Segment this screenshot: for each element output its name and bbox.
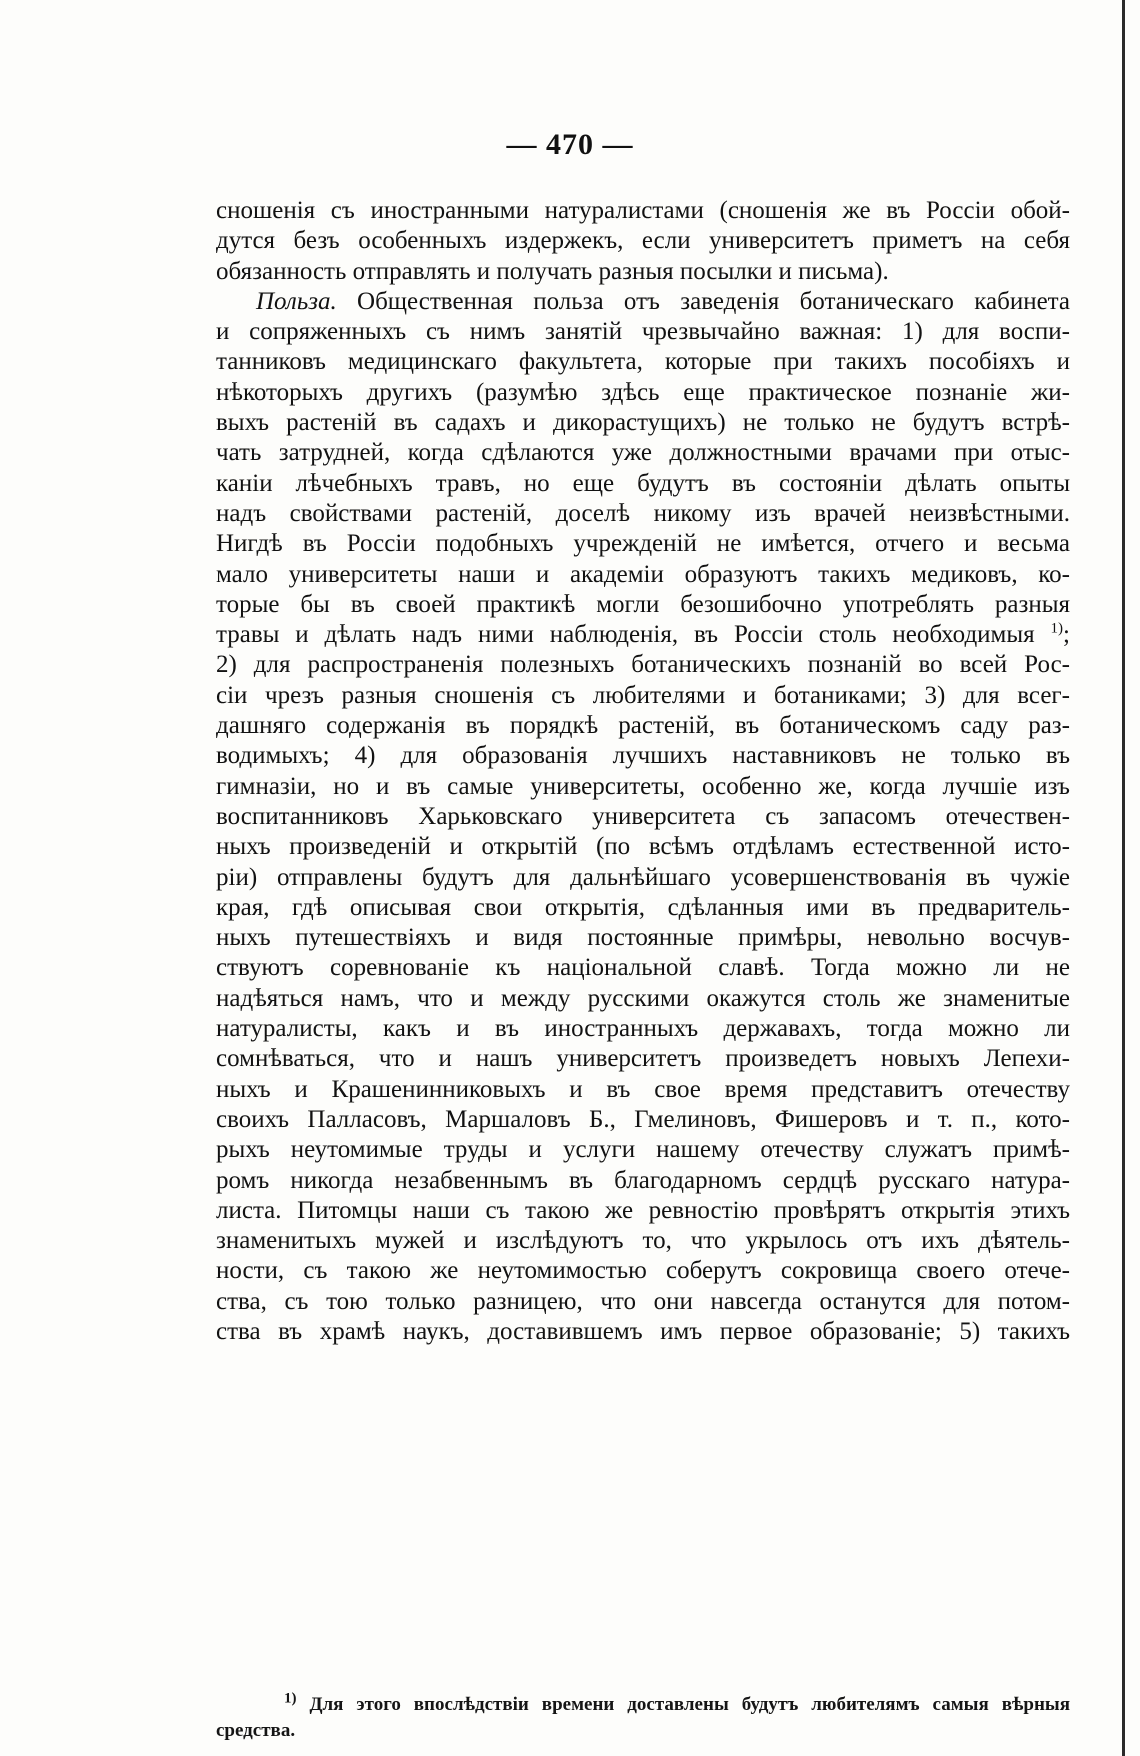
text-line: листа. Питомцы наши съ такою же ревностію провѣрятъ открытія этихъ	[216, 1196, 1070, 1224]
text-line: сношенія съ иностранными натуралистами (сношенія же въ Россіи обой-	[216, 197, 1070, 224]
footnote-line-end: средства.	[216, 1720, 296, 1741]
text-line: надъ свойствами растеній, доселѣ никому изъ врачей неизвѣстными.	[216, 499, 1070, 527]
page-edge-line	[1122, 0, 1125, 1756]
page-number: — 470 —	[506, 128, 634, 161]
text-line: своихъ Палласовъ, Маршаловъ Б., Гмелиновъ, Фишеровъ и т. п., кото-	[216, 1105, 1070, 1133]
text-line: ріи) отправлены будутъ для дальнѣйшаго усовершенствованія въ чужіе	[216, 863, 1070, 891]
text-line: ныхъ произведеній и открытій (по всѣмъ отдѣламъ естественной исто-	[216, 833, 1070, 861]
footnote-reference: 1)	[1050, 620, 1064, 637]
text-line: гимназіи, но и въ самые университеты, особенно же, когда лучшіе изъ	[216, 772, 1070, 800]
text-line-with-footnote: травы и дѣлать надъ ними наблюденія, въ Россіи столь необходимыя $^{1)}$;	[216, 620, 1070, 649]
text-line: ства, съ тою только разницею, что они навсегда останутся для потом-	[216, 1287, 1070, 1315]
text-line-heading	[216, 287, 1070, 317]
text-line: дашняго содержанія въ порядкѣ растеній, въ ботаническомъ саду раз-	[216, 712, 1070, 740]
text-line: края, гдѣ описывая свои открытія, сдѣланныя ими въ предваритель-	[216, 893, 1070, 921]
footnote-marker: 1)	[284, 1690, 297, 1707]
text-line: ромъ никогда незабвеннымъ въ благодарномъ сердцѣ русскаго натура-	[216, 1166, 1070, 1194]
text-line: обязанность отправлять и получать разныя посылки и письма).	[216, 257, 889, 285]
text-line: натуралисты, какъ и въ иностранныхъ державахъ, тогда можно ли	[216, 1015, 1070, 1043]
text-line: танниковъ медицинскаго факультета, которые при такихъ пособіяхъ и	[216, 348, 1070, 376]
body-text	[216, 196, 1070, 1347]
text-line: ныхъ и Крашенинниковыхъ и въ свое время представитъ отечеству	[216, 1075, 1070, 1103]
section-heading: Польза.	[256, 287, 337, 315]
text-line: водимыхъ; 4) для образованія лучшихъ наставниковъ не только въ	[216, 742, 1070, 770]
text-line: ства въ храмѣ наукъ, доставившемъ имъ первое образованіе; 5) такихъ	[216, 1317, 1070, 1345]
text-line: 2) для распространенія полезныхъ ботаническихъ познаній во всей Рос-	[216, 651, 1070, 679]
text-line: Нигдѣ въ Россіи подобныхъ учрежденій не имѣется, отчего и весьма	[216, 530, 1070, 558]
text-line: знаменитыхъ мужей и изслѣдуютъ то, что укрылось отъ ихъ дѣятель-	[216, 1227, 1070, 1255]
text-line: каніи лѣчебныхъ травъ, но еще будутъ въ состояніи дѣлать опыты	[216, 469, 1070, 497]
text-line: чать затрудней, когда сдѣлаются уже должностными врачами при отыс-	[216, 439, 1070, 467]
text-line: рыхъ неутомимые труды и услуги нашему отечеству служатъ примѣ-	[216, 1136, 1070, 1164]
text-line-content: Общественная польза отъ заведенія ботаническаго кабинета	[357, 287, 1070, 315]
footnote-text: Для этого впослѣдствіи времени доставлены будутъ любителямъ самыя вѣрныя	[309, 1694, 1071, 1715]
text-line: ности, съ такою же неутомимостью соберутъ сокровища своего отече-	[216, 1257, 1070, 1285]
text-line: выхъ растеній въ садахъ и дикорастущихъ) не только не будутъ встрѣ-	[216, 409, 1070, 437]
text-line: нѣкоторыхъ другихъ (разумѣю здѣсь еще практическое познаніе жи-	[216, 378, 1070, 406]
footnote	[216, 1692, 1070, 1744]
text-line: дутся безъ особенныхъ издержекъ, если университетъ приметъ на себя	[216, 227, 1070, 255]
text-line: мало университеты наши и академіи образуютъ такихъ медиковъ, ко-	[216, 560, 1070, 588]
text-line: торые бы въ своей практикѣ могли безошибочно употреблять разныя	[216, 590, 1070, 618]
text-line: и сопряженныхъ съ нимъ занятій чрезвычайно важная: 1) для воспи-	[216, 318, 1070, 346]
text-line: воспитанниковъ Харьковскаго университета съ запасомъ отечествен-	[216, 802, 1070, 830]
text-line-content: травы и дѣлать надъ ними наблюденія, въ Россіи столь необходимыя	[216, 621, 1035, 649]
text-line: надѣяться намъ, что и между русскими окажутся столь же знаменитые	[216, 984, 1070, 1012]
footnote-line	[216, 1692, 1070, 1718]
text-line: ныхъ путешествіяхъ и видя постоянные примѣры, невольно восчув-	[216, 924, 1070, 952]
text-line: сіи чрезъ разныя сношенія съ любителями и ботаниками; 3) для всег-	[216, 681, 1070, 709]
text-line: ствуютъ соревнованіе къ національной славѣ. Тогда можно ли не	[216, 954, 1070, 982]
text-line: сомнѣваться, что и нашъ университетъ произведетъ новыхъ Лепехи-	[216, 1045, 1070, 1073]
